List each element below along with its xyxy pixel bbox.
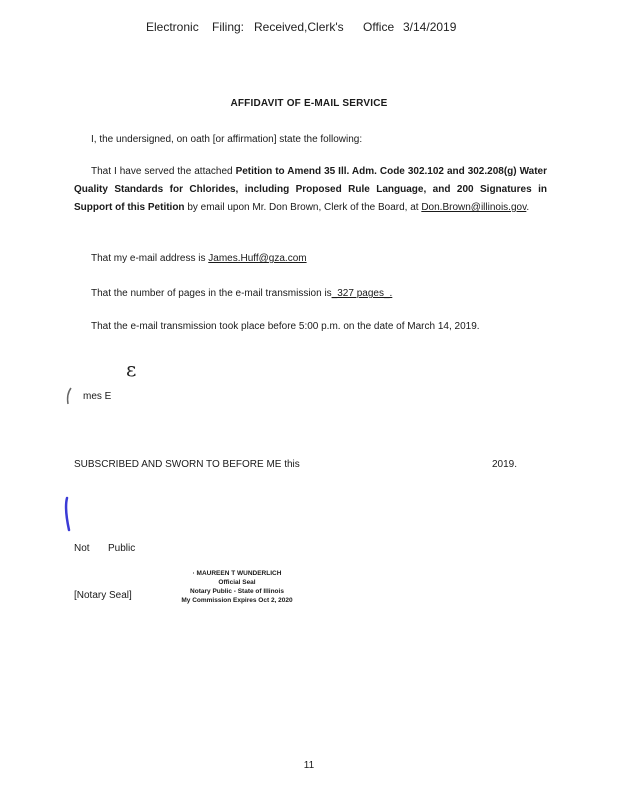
pages-statement [91,285,392,303]
my-email-statement [91,250,307,268]
transmission-statement: That the e-mail transmission took place before 5:00 p.m. on the date of March 14, 2019. [91,321,480,332]
signature-stroke-icon [64,386,74,406]
notary-label-right: Public [108,543,136,554]
sworn-statement: SUBSCRIBED AND SWORN TO BEFORE ME this [74,459,300,470]
header-filing: Filing: [212,20,245,34]
affidavit-title: AFFIDAVIT OF E-MAIL SERVICE [230,98,388,109]
served-suffix: . [526,202,530,213]
header-date: 3/14/2019 [403,20,457,34]
my-email-prefix: That my e-mail address is [91,253,209,264]
pages-prefix: That the number of pages in the e-mail transmission is [91,288,332,299]
page-number: 11 [303,760,315,771]
notary-seal-label: [Notary Seal] [74,590,132,601]
notary-seal [162,569,312,605]
seal-line-expiry: My Commission Expires Oct 2, 2020 [181,597,293,604]
header-electronic: Electronic [146,20,199,34]
service-paragraph [74,163,547,217]
signature-name: mes E [83,391,112,402]
served-document: Petition to Amend 35 Ill. Adm. Code 302.102 and 302.208(g) Water Quality Standards for Chlorides, including Proposed Rule Language, and 200 Signatures in Support of this Petition [74,166,547,213]
notary-signature-icon [62,496,74,536]
my-email-link[interactable]: James.Huff@gza.com [208,253,307,264]
signature-mark: ε [126,357,137,381]
header-received: Received,Clerk's [254,20,344,34]
sworn-year: 2019. [492,459,518,470]
served-prefix: That I have served the attached [91,166,236,177]
notary-label-left: Not [74,543,90,554]
seal-line-official: Official Seal [218,579,256,586]
served-middle: by email upon Mr. Don Brown, Clerk of the Board, at [184,202,422,213]
seal-line-state: Notary Public - State of Illinois [190,588,284,595]
seal-line-name: · MAUREEN T WUNDERLICH [192,570,282,577]
header-office: Office [363,20,395,34]
clerk-email-link[interactable]: Don.Brown@illinois.gov [421,202,527,213]
pages-value: _327 pages_. [331,288,393,299]
intro-statement: I, the undersigned, on oath [or affirmation] state the following: [91,134,363,145]
